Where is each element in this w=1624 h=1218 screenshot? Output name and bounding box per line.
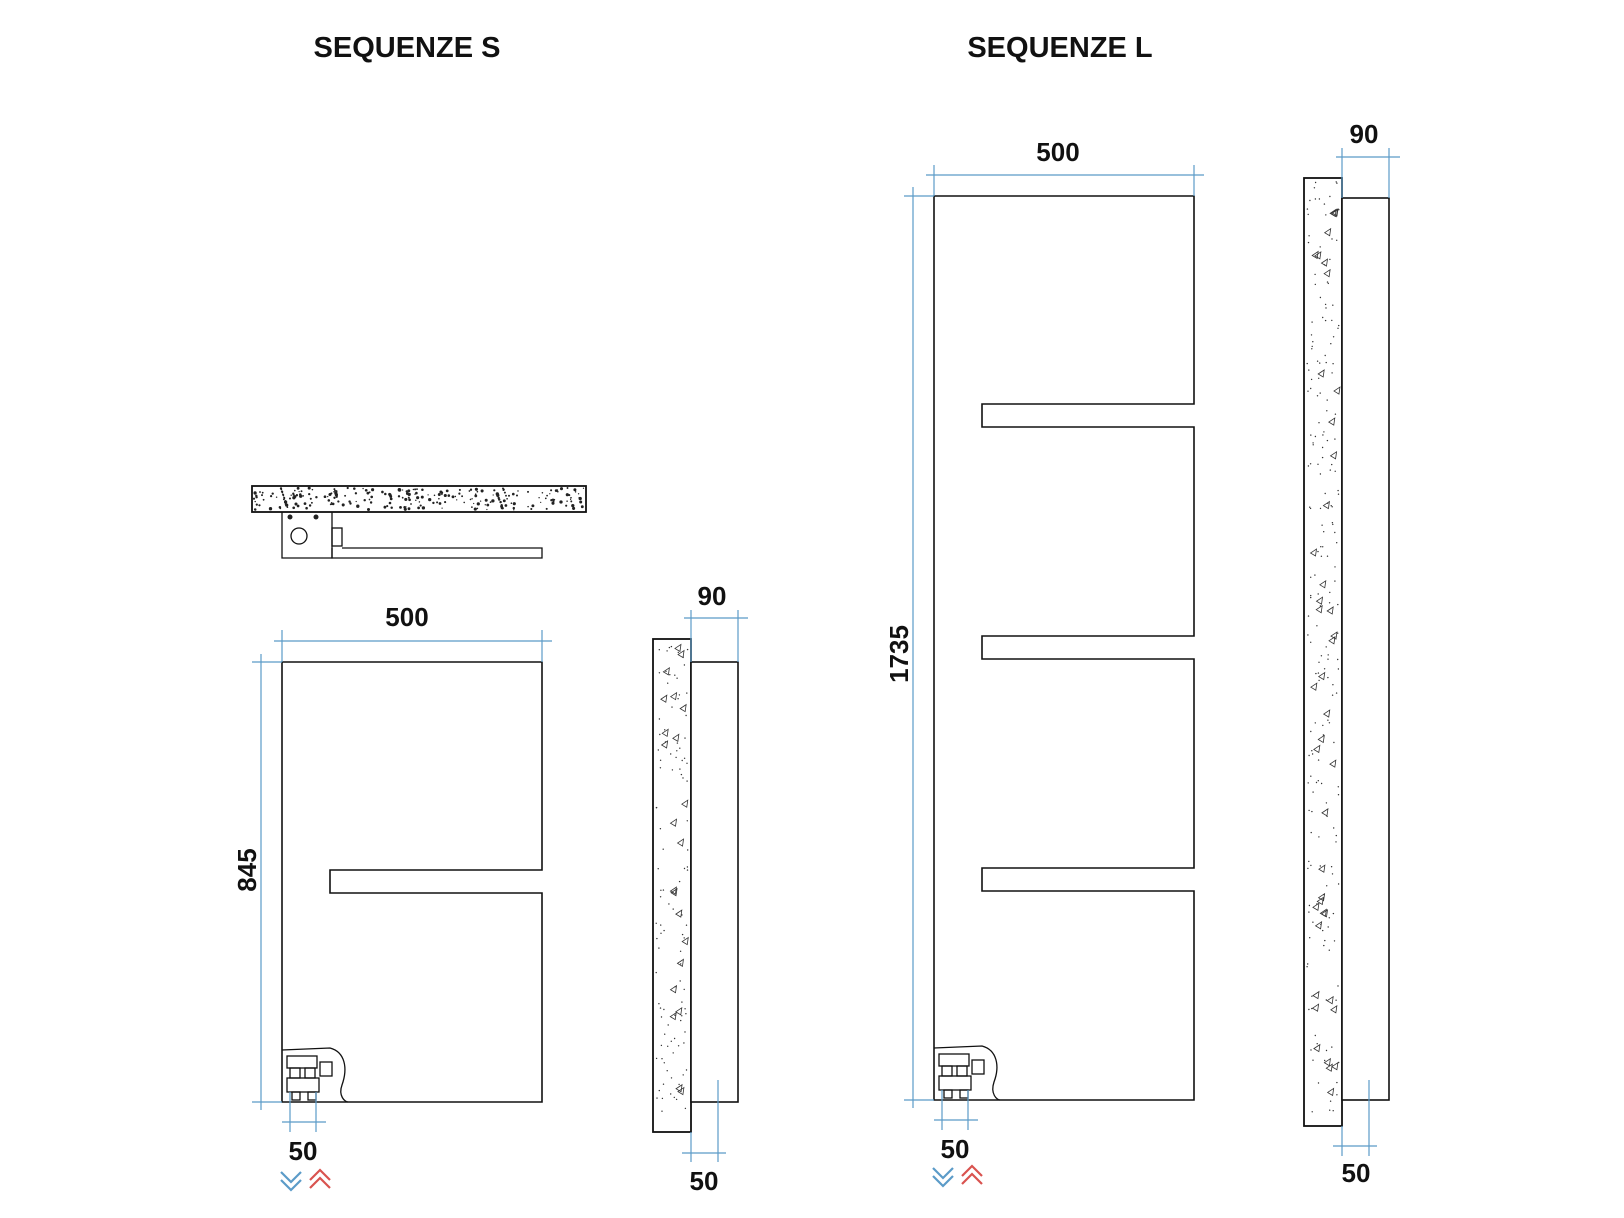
s-top-pipe-circle [291, 528, 307, 544]
s-top-screw-left [288, 515, 293, 520]
s-top-screw-right [314, 515, 319, 520]
l-valve-label: 50 [940, 1134, 970, 1164]
s-height-label: 845 [232, 848, 262, 892]
s-valve-label: 50 [288, 1136, 318, 1166]
l-depth-label: 90 [1349, 119, 1379, 149]
l-side-view [1304, 119, 1400, 1188]
s-top-valve [332, 528, 342, 546]
s-offset-label: 50 [689, 1166, 719, 1196]
s-front-view [232, 602, 552, 1190]
s-side-radiator [691, 662, 738, 1102]
l-width-label: 500 [1036, 137, 1080, 167]
l-side-radiator [1342, 198, 1389, 1100]
l-front-outline [934, 196, 1194, 1100]
s-side-view [653, 581, 748, 1196]
s-flow-in-icon [281, 1172, 301, 1190]
s-flow-out-icon [310, 1170, 330, 1188]
l-flow-in-icon [933, 1168, 953, 1186]
s-side-wall-section [653, 639, 691, 1132]
s-front-outline [282, 662, 542, 1102]
l-offset-label: 50 [1341, 1158, 1371, 1188]
l-flow-out-icon [962, 1166, 982, 1184]
l-front-view [884, 137, 1204, 1186]
s-width-label: 500 [385, 602, 429, 632]
l-side-wall-section [1304, 178, 1342, 1126]
l-height-label: 1735 [884, 625, 914, 683]
s-top-view [252, 486, 586, 558]
s-top-radiator-plate [332, 548, 542, 558]
title-sequenze-l: SEQUENZE L [967, 32, 1153, 64]
s-depth-label: 90 [697, 581, 727, 611]
title-sequenze-s: SEQUENZE S [313, 32, 501, 64]
